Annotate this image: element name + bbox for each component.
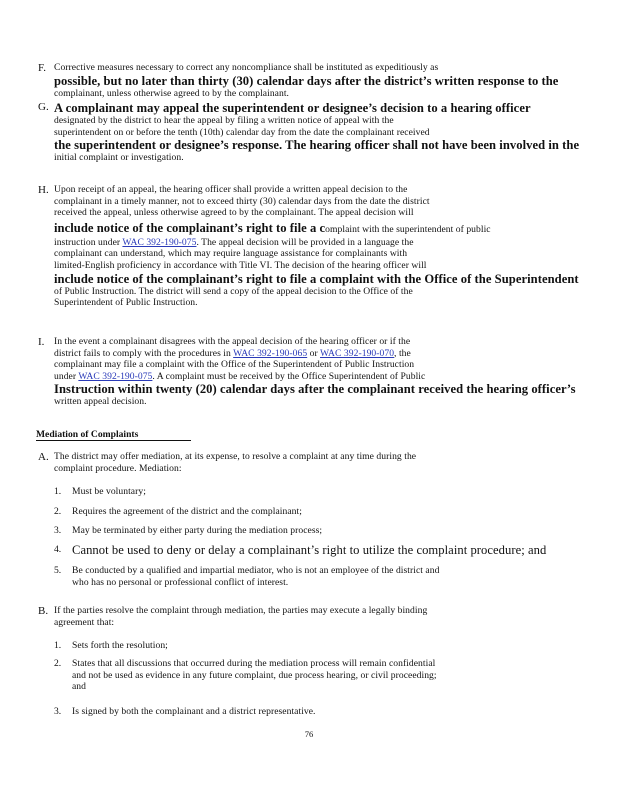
section-h-line-4: include notice of the complainant’s right to file a complaint with the superintendent of public: [54, 220, 491, 235]
wac-link[interactable]: WAC 392-190-065: [233, 347, 308, 359]
wac-link[interactable]: WAC 392-190-075: [78, 370, 153, 382]
section-f: [38, 62, 583, 99]
list-item: 2. Requires the agreement of the district and the complainant;: [54, 506, 302, 517]
list-item: 4. Cannot be used to deny or delay a complainant’s right to utilize the complaint procedure; and: [54, 543, 547, 557]
section-marker: G.: [38, 101, 49, 113]
section-marker: A.: [38, 451, 49, 463]
list-item: 5. Be conducted by a qualified and impartial mediator, who is not an employee of the district and who has no personal or professional conflict of interest.: [54, 565, 440, 588]
wac-link[interactable]: WAC 392-190-075: [122, 236, 197, 248]
section-b-line-2: agreement that:: [54, 616, 115, 628]
section-heading: Mediation of Complaints: [36, 429, 191, 441]
section-g-line-4: the superintendent or designee’s response. The hearing officer shall not have been involved in the: [54, 138, 580, 153]
section-h-line-2: complainant in a timely manner, not to exceed thirty (30) calendar days from the date the district: [54, 195, 430, 207]
section-f-line-2: possible, but no later than thirty (30) calendar days after the district’s written response to the: [54, 73, 559, 88]
section-marker: I.: [38, 336, 45, 348]
section-a: [38, 451, 583, 474]
list-item: 1. Sets forth the resolution;: [54, 640, 168, 651]
section-b-line-1: If the parties resolve the complaint through mediation, the parties may execute a legally binding: [54, 605, 428, 616]
section-i-line-4: under WAC 392-190-075. A complaint must be received by the Office Superintendent of Public: [54, 370, 426, 382]
section-i-line-2: district fails to comply with the procedures in WAC 392-190-065 or WAC 392-190-070, the: [54, 347, 411, 359]
section-marker: H.: [38, 184, 49, 196]
list-item: 3. May be terminated by either party during the mediation process;: [54, 525, 323, 536]
section-f-line-1: Corrective measures necessary to correct any noncompliance shall be instituted as expeditiously as: [54, 62, 439, 73]
section-g-line-5: initial complaint or investigation.: [54, 152, 184, 164]
section-marker: B.: [38, 605, 49, 617]
section-i-line-5: Instruction within twenty (20) calendar days after the complainant received the hearing officer’s: [54, 382, 576, 397]
section-h-line-7: limited-English proficiency in accordance with Title VI. The decision of the hearing officer will: [54, 259, 427, 271]
section-h-line-9: of Public Instruction. The district will send a copy of the appeal decision to the Office of the: [54, 285, 413, 297]
section-g-line-3: superintendent on or before the tenth (10th) calendar day from the date the complainant received: [54, 126, 430, 138]
section-i-line-3: complainant may file a complaint with the Office of the Superintendent of Public Instruction: [54, 359, 415, 371]
list-item: 1. Must be voluntary;: [54, 486, 146, 497]
list-item: 2. States that all discussions that occurred during the mediation process will remain confidential and not be used as evidence in any future complaint, due process hearing, or civil proceeding; and: [54, 658, 437, 693]
section-g-line-2: designated by the district to hear the appeal by filing a written notice of appeal with the: [54, 115, 394, 126]
section-a-line-2: complaint procedure. Mediation:: [54, 462, 182, 474]
section-g: [38, 101, 583, 164]
section-h: [38, 184, 583, 309]
section-a-line-1: The district may offer mediation, at its expense, to resolve a complaint at any time during the: [54, 451, 417, 462]
section-i-line-1: In the event a complainant disagrees with the appeal decision of the hearing officer or if the: [54, 336, 411, 347]
section-g-line-1: A complainant may appeal the superintendent or designee’s decision to a hearing officer: [54, 101, 531, 115]
section-h-line-8: include notice of the complainant’s right to file a complaint with the Office of the Superintendent: [54, 271, 579, 286]
section-h-line-1: Upon receipt of an appeal, the hearing officer shall provide a written appeal decision to the: [54, 184, 408, 195]
section-h-line-10: Superintendent of Public Instruction.: [54, 297, 198, 309]
section-i-line-6: written appeal decision.: [54, 396, 147, 408]
wac-link[interactable]: WAC 392-190-070: [320, 347, 395, 359]
list-item: 3. Is signed by both the complainant and a district representative.: [54, 706, 316, 717]
page-number: 76: [304, 729, 314, 739]
section-marker: F.: [38, 62, 46, 74]
section-f-line-3: complainant, unless otherwise agreed to by the complainant.: [54, 87, 289, 99]
section-i: [38, 336, 583, 408]
section-h-line-3: received the appeal, unless otherwise agreed to by the complainant. The appeal decision will: [54, 207, 414, 219]
section-h-line-6: complainant can understand, which may require language assistance for complainants with: [54, 248, 408, 260]
section-b: [38, 605, 583, 628]
section-h-line-5: instruction under WAC 392-190-075. The appeal decision will be provided in a language the: [54, 236, 414, 248]
